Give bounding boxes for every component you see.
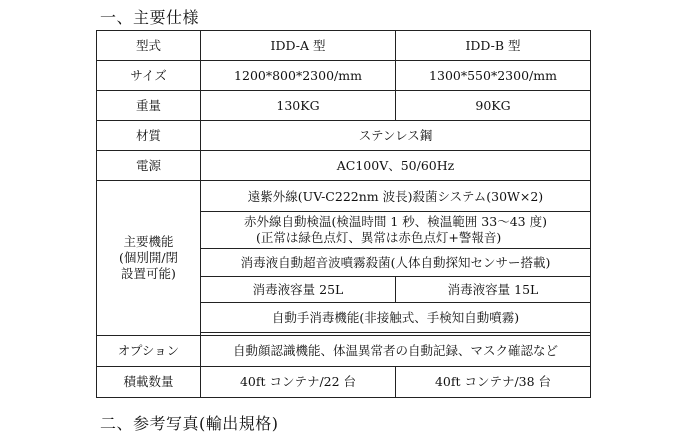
row-label-loading: 積載数量 [97, 366, 201, 397]
cell-model-b: IDD-B 型 [396, 31, 591, 61]
cell-size-b: 1300*550*2300/mm [396, 61, 591, 91]
cell-options: 自動顔認識機能、体温異常者の自動記録、マスク確認など [201, 336, 591, 366]
cell-function-uv: 遠紫外線(UV-C222nm 波長)殺菌システム(30W×2) [201, 181, 591, 212]
functions-label-line-1: 主要機能 [123, 234, 174, 250]
cell-size-a: 1200*800*2300/mm [201, 61, 396, 91]
row-label-weight: 重量 [97, 91, 201, 120]
table-row-loading [97, 366, 591, 397]
row-label-functions [97, 181, 201, 336]
cell-weight-a: 130KG [201, 91, 396, 120]
cell-loading-a: 40ft コンテナ/22 台 [201, 366, 396, 397]
row-label-material: 材質 [97, 120, 201, 150]
table-row-power [97, 150, 591, 180]
row-label-size: サイズ [97, 61, 201, 91]
table-row-material [97, 120, 591, 150]
spec-table [96, 30, 591, 398]
cell-material: ステンレス鋼 [201, 120, 591, 150]
functions-label-line-2: (個別開/閉 [118, 250, 179, 266]
cell-capacity-b: 消毒液容量 15L [396, 276, 591, 302]
cell-function-hand: 自動手消毒機能(非接触式、手検知自動噴霧) [201, 303, 591, 333]
row-label-model: 型式 [97, 31, 201, 61]
cell-model-a: IDD-A 型 [201, 31, 396, 61]
function-ir-line-2: (正常は緑色点灯、異常は赤色点灯+警報音) [256, 230, 502, 246]
cell-function-spray: 消毒液自動超音波噴霧殺菌(人体自動探知センサー搭載) [201, 248, 591, 276]
cell-capacity-a: 消毒液容量 25L [201, 276, 396, 302]
table-row-options [97, 336, 591, 366]
table-row-model [97, 31, 591, 61]
cell-power: AC100V、50/60Hz [201, 150, 591, 180]
row-label-options: オプション [97, 336, 201, 366]
functions-label-line-3: 設置可能) [121, 266, 176, 282]
function-ir-line-1: 赤外線自動検温(検温時間 1 秒、検温範囲 33～43 度) [244, 214, 547, 230]
cell-weight-b: 90KG [396, 91, 591, 120]
table-row-size [97, 61, 591, 91]
table-row-weight [97, 91, 591, 120]
section-heading-photos: 二、参考写真(輸出規格) [100, 414, 279, 433]
row-label-power: 電源 [97, 150, 201, 180]
table-row-function-uv [97, 181, 591, 212]
section-heading-main-spec: 一、主要仕様 [100, 8, 200, 27]
cell-function-ir [201, 212, 591, 248]
cell-loading-b: 40ft コンテナ/38 台 [396, 366, 591, 397]
